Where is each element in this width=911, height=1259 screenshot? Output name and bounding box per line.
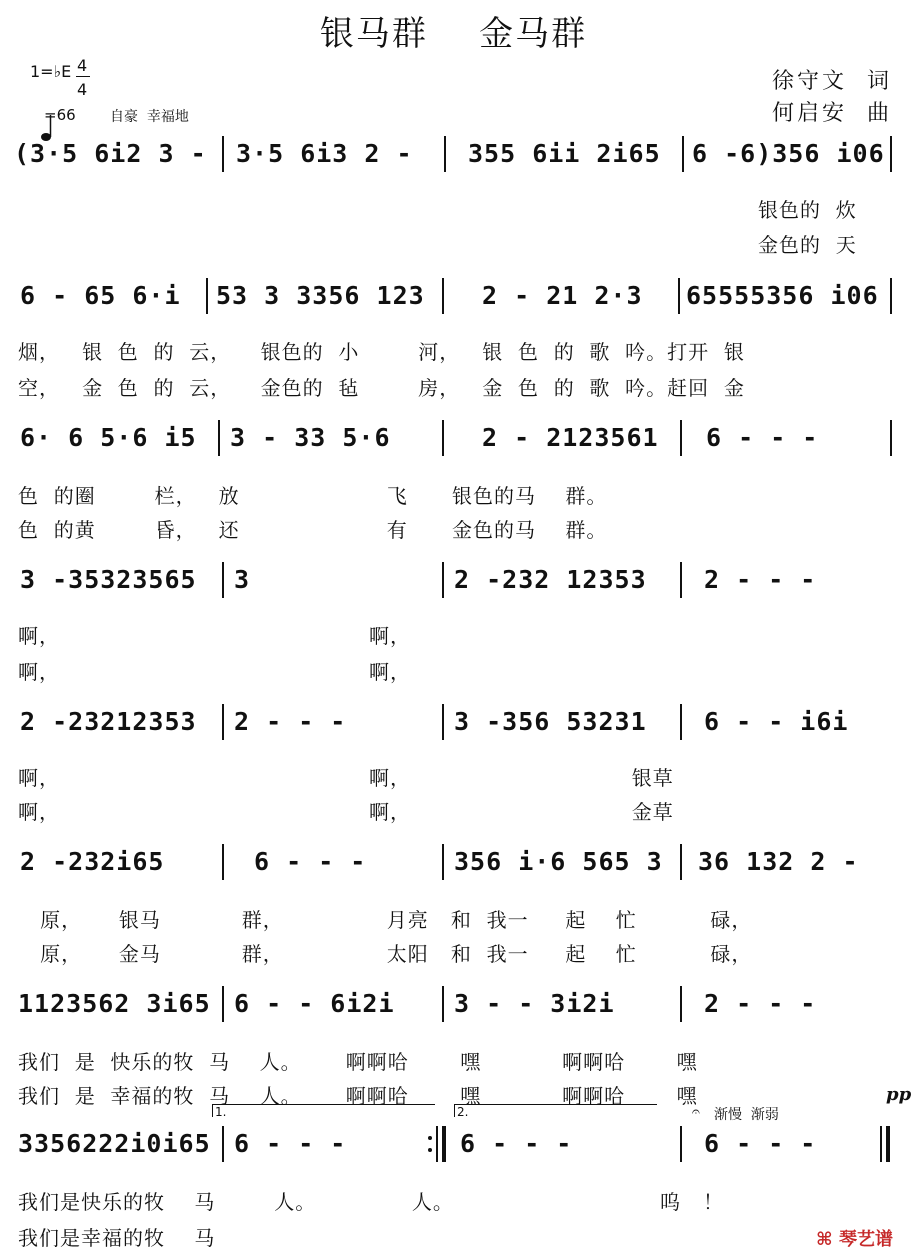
volta-2: 2. (454, 1104, 657, 1117)
measure: 3 -356 53231 (454, 707, 647, 736)
lyric-line: 啊， 啊， (18, 660, 412, 684)
measure: 6 - 65 6·i (20, 281, 181, 310)
lyric-line: 我们是快乐的牧 马 人。 人。 呜 ！ (18, 1190, 725, 1214)
barline (680, 844, 682, 880)
measure: 2 - 2123561 (482, 423, 659, 452)
volta-1: 1. (212, 1104, 435, 1117)
barline (222, 704, 224, 740)
barline (222, 1126, 224, 1162)
repeat-dot (428, 1136, 432, 1140)
measure: 2 - - - (704, 565, 817, 594)
barline (890, 136, 892, 172)
score-system-2 (14, 274, 894, 318)
barline (680, 986, 682, 1022)
lyric-line: 银色的 炊 (758, 198, 857, 222)
measure: 36 132 2 - (698, 847, 859, 876)
measure: 2 -23212353 (20, 707, 197, 736)
lyric-line: 我们 是 快乐的牧 马 人。 啊啊哈 嘿 啊啊哈 嘿 (18, 1050, 698, 1074)
lyric-line: 色 的黄 昏， 还 有 金色的马 群。 (18, 518, 608, 542)
barline (678, 278, 680, 314)
watermark-text: 琴艺谱 (839, 1229, 893, 1250)
measure: 3 (234, 565, 251, 594)
lyricist-credit: 徐守文 词 (772, 69, 892, 94)
site-watermark (816, 1225, 893, 1251)
barline (442, 562, 444, 598)
score-system-4 (14, 558, 894, 602)
final-barline (880, 1126, 882, 1162)
barline (442, 278, 444, 314)
lyric-line: 啊， 啊， 银草 (18, 766, 674, 790)
score-system-8 (14, 1122, 894, 1166)
measure: 3 - - 3i2i (454, 989, 615, 1018)
lyric-line: 啊， 啊， (18, 624, 412, 648)
final-barline-thick (886, 1126, 890, 1162)
lyric-line: 原， 银马 群， 月亮 和 我一 起 忙 碌， (18, 908, 753, 932)
measure: 3 -35323565 (20, 565, 197, 594)
barline (442, 844, 444, 880)
barline (680, 704, 682, 740)
lyric-line: 烟， 银 色 的 云， 银色的 小 河， 银 色 的 歌 吟。打开 银 (18, 340, 745, 364)
measure: 6 -6)356 i06 (692, 139, 885, 168)
dynamic-marking: pp (886, 1084, 911, 1105)
lyric-line: 色 的圈 栏， 放 飞 银色的马 群。 (18, 484, 608, 508)
measure: 6 - - i6i (704, 707, 849, 736)
barline (436, 1126, 438, 1162)
barline (222, 986, 224, 1022)
measure: 3356222i0i65 (18, 1129, 211, 1158)
measure: (3·5 6i2 3 - (14, 139, 207, 168)
time-signature-divider (76, 76, 90, 77)
barline (890, 420, 892, 456)
time-signature-bottom: 4 (77, 80, 88, 99)
lyric-line: 我们是幸福的牧 马 (18, 1226, 216, 1250)
barline (222, 844, 224, 880)
watermark-logo-icon: ⌘ (816, 1229, 833, 1250)
lyric-line: 我们 是 幸福的牧 马 人。 啊啊哈 嘿 啊啊哈 嘿 (18, 1084, 698, 1108)
fermata-icon: 𝄐 (692, 1104, 700, 1120)
measure: 2 -232 12353 (454, 565, 647, 594)
barline (680, 420, 682, 456)
barline (218, 420, 220, 456)
barline (222, 136, 224, 172)
score-system-1 (14, 132, 894, 176)
barline (442, 986, 444, 1022)
time-signature-top: 4 (77, 56, 88, 75)
measure: 6 - - - (460, 1129, 573, 1158)
measure: 53 3 3356 123 (216, 281, 425, 310)
expression-marking: 自豪 幸福地 (110, 109, 189, 125)
measure: 6 - - - (704, 1129, 817, 1158)
measure: 2 - 21 2·3 (482, 281, 643, 310)
measure: 65555356 i06 (686, 281, 879, 310)
measure: 2 - - - (704, 989, 817, 1018)
measure: 6 - - - (706, 423, 819, 452)
measure: 355 6ii 2i65 (468, 139, 661, 168)
lyric-line: 空， 金 色 的 云， 金色的 毡 房， 金 色 的 歌 吟。赶回 金 (18, 376, 745, 400)
measure: 6· 6 5·6 i5 (20, 423, 197, 452)
lyric-line: 啊， 啊， 金草 (18, 800, 674, 824)
page-title: 银马群 金马群 (319, 14, 588, 54)
barline (442, 420, 444, 456)
score-system-3 (14, 416, 894, 460)
measure: 6 - - - (254, 847, 367, 876)
measure: 2 -232i65 (20, 847, 165, 876)
tempo-dynamic-marking: 渐慢 渐弱 (714, 1107, 779, 1123)
tempo-marking: =66 (44, 106, 76, 124)
measure: 6 - - - (234, 1129, 347, 1158)
repeat-barline (442, 1126, 446, 1162)
key-signature: 1=♭E (30, 62, 72, 81)
score-system-7 (14, 982, 894, 1026)
lyric-line: 金色的 天 (758, 233, 857, 257)
score-system-5 (14, 700, 894, 744)
measure: 356 i·6 565 3 (454, 847, 663, 876)
measure: 2 - - - (234, 707, 347, 736)
barline (680, 562, 682, 598)
barline (890, 278, 892, 314)
barline (442, 704, 444, 740)
measure: 1123562 3i65 (18, 989, 211, 1018)
lyric-line: 原， 金马 群， 太阳 和 我一 起 忙 碌， (18, 942, 753, 966)
barline (444, 136, 446, 172)
composer-credit: 何启安 曲 (772, 101, 892, 126)
repeat-dot (428, 1148, 432, 1152)
barline (682, 136, 684, 172)
barline (206, 278, 208, 314)
measure: 3 - 33 5·6 (230, 423, 391, 452)
barline (680, 1126, 682, 1162)
measure: 3·5 6i3 2 - (236, 139, 413, 168)
barline (222, 562, 224, 598)
score-system-6 (14, 840, 894, 884)
measure: 6 - - 6i2i (234, 989, 395, 1018)
